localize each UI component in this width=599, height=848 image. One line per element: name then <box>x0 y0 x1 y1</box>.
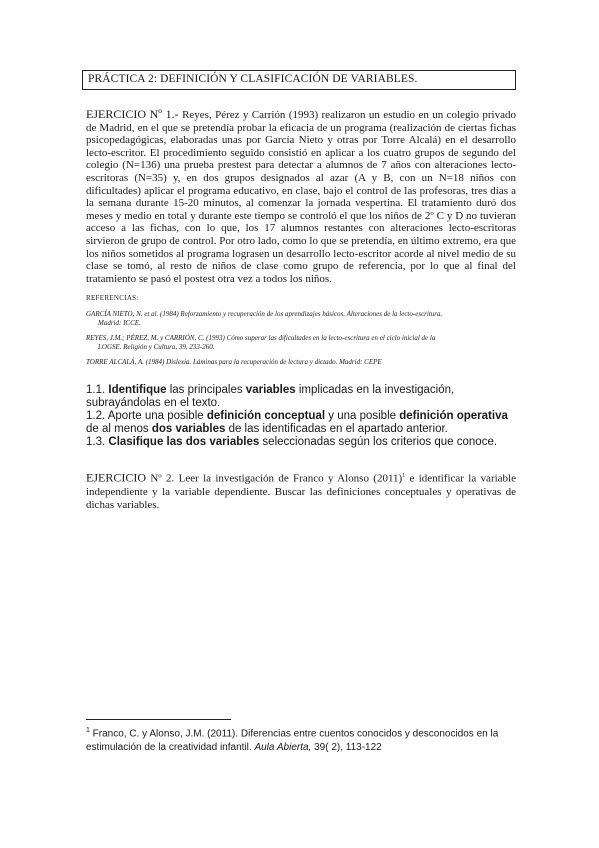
task-text: 1.3. <box>86 436 109 448</box>
footnote-journal: Aula Abierta, <box>254 742 312 754</box>
reference-main: GARCÍA NIETO, N. et al. (1984) Reforzamiento y recuperación de los aprendizajes básicos. Alteraciones de la lecto-escritura. <box>86 310 443 318</box>
exercise-2-text: e identificar la variable independiente y la variable dependiente. Buscar las definiciones conceptuales y operativas de dichas variables. <box>86 472 516 511</box>
exercise-1-text: Reyes, Pérez y Carrión (1993) realizaron un estudio en un colegio privado de Madrid, en el que se pretendía probar la eficacia de un programa (realización de ciertas fichas psicopedagógicas, elaboradas unas por García Nieto y otras por Torre Alcalá) en el desarrollo lecto-escritor. El procedimiento seguido consistió en aplicar a los cuatro grupos de segundo del colegio (N=136) una prueba prestest para detectar a alumnos de 7 años con alteraciones lecto-escritoras (N=35) y, en dos grupos designados al azar (A y B, con un N=18 niños con dificultades) aplicar el programa educativo, en clase, bajo el control de las profesoras, tres días a la semana durante 15-20 minutos, al comenzar la jornada vespertina. El tratamiento duró dos meses y medio en total y durante este tiempo se controló el que los niños de 2º C y D no tuvieran acceso a las fichas, con lo que, los 17 alumnos restantes con alteraciones lecto-escritoras sirvieron de grupo de control. Por otro lado, como lo que se pretendía, en último extremo, era que los niños sometidos al programa lograsen un desarrollo lecto-escritor acorde al nivel medio de su clase se tomó, al resto de niños de clase como grupo de referencia, por lo que al final del tratamiento se pasó el postest otra vez a todos los niños. <box>86 109 516 285</box>
exercise-1-heading: EJERCICIO Nº 1.- <box>86 107 179 121</box>
footnote-divider <box>86 719 231 720</box>
task-emphasis: dos variables <box>151 423 226 435</box>
title-box <box>82 70 516 90</box>
footnote <box>86 724 516 755</box>
reference-item <box>86 358 516 367</box>
footnote-number: 1 <box>86 727 90 734</box>
exercise-2-paragraph <box>86 470 516 512</box>
exercise-2-heading: EJERCICIO <box>86 470 146 485</box>
task-text: 1.1. <box>86 384 109 396</box>
reference-item <box>86 310 516 328</box>
footnote-text: Franco, C. y Alonso, J.M. (2011). Diferencias entre cuentos conocidos y desconocidos en la estimulación de la creatividad infantil. <box>86 728 499 754</box>
task-text: y una posible <box>325 410 400 422</box>
task-text: las principales <box>166 384 246 396</box>
reference-item <box>86 334 516 352</box>
reference-continuation: LOGSE. Religión y Cultura, 39, 233-260. <box>98 343 215 351</box>
exercise-2-text: Nº 2. Leer la investigación de Franco y Alonso (2011) <box>146 472 403 485</box>
task-1-2 <box>86 410 516 436</box>
task-text: de las identificadas en el apartado anterior. <box>225 423 448 435</box>
task-emphasis: definición operativa <box>399 410 508 422</box>
task-emphasis: definición conceptual <box>206 410 326 422</box>
references-heading: REFERENCIAS: <box>86 294 139 302</box>
task-1-3 <box>86 436 516 449</box>
task-text: implicadas en la investigación, subrayándolas en el texto. <box>86 384 455 409</box>
task-emphasis: variables <box>245 384 296 396</box>
reference-continuation: Madrid: ICCE. <box>98 319 141 327</box>
exercise-1-paragraph <box>86 108 516 285</box>
footnote-text: 39( 2), 113-122 <box>311 742 382 754</box>
task-emphasis: Identifique <box>108 384 167 396</box>
reference-main: REYES, J.M.; PÉREZ, M. y CARRIÓN, C. (1993) Cómo superar las dificultades en la lecto-escritura en el ciclo inicial de la <box>86 334 436 342</box>
page-title: PRÁCTICA 2: DEFINICIÓN Y CLASIFICACIÓN DE VARIABLES. <box>88 73 418 85</box>
reference-main: TORRE ALCALÁ, A. (1984) Dislexia. Láminas para la recuperación de lectura y dictado. Madrid: CEPE <box>86 358 382 366</box>
footnote-marker[interactable]: 1 <box>402 473 406 479</box>
task-text: de al menos <box>86 423 152 435</box>
task-1-1 <box>86 384 516 410</box>
task-text: seleccionadas según los criterios que conoce. <box>259 436 498 448</box>
task-list <box>86 384 516 449</box>
task-text: 1.2. Aporte una posible <box>86 410 207 422</box>
task-emphasis: Clasifique las dos variables <box>108 436 260 448</box>
